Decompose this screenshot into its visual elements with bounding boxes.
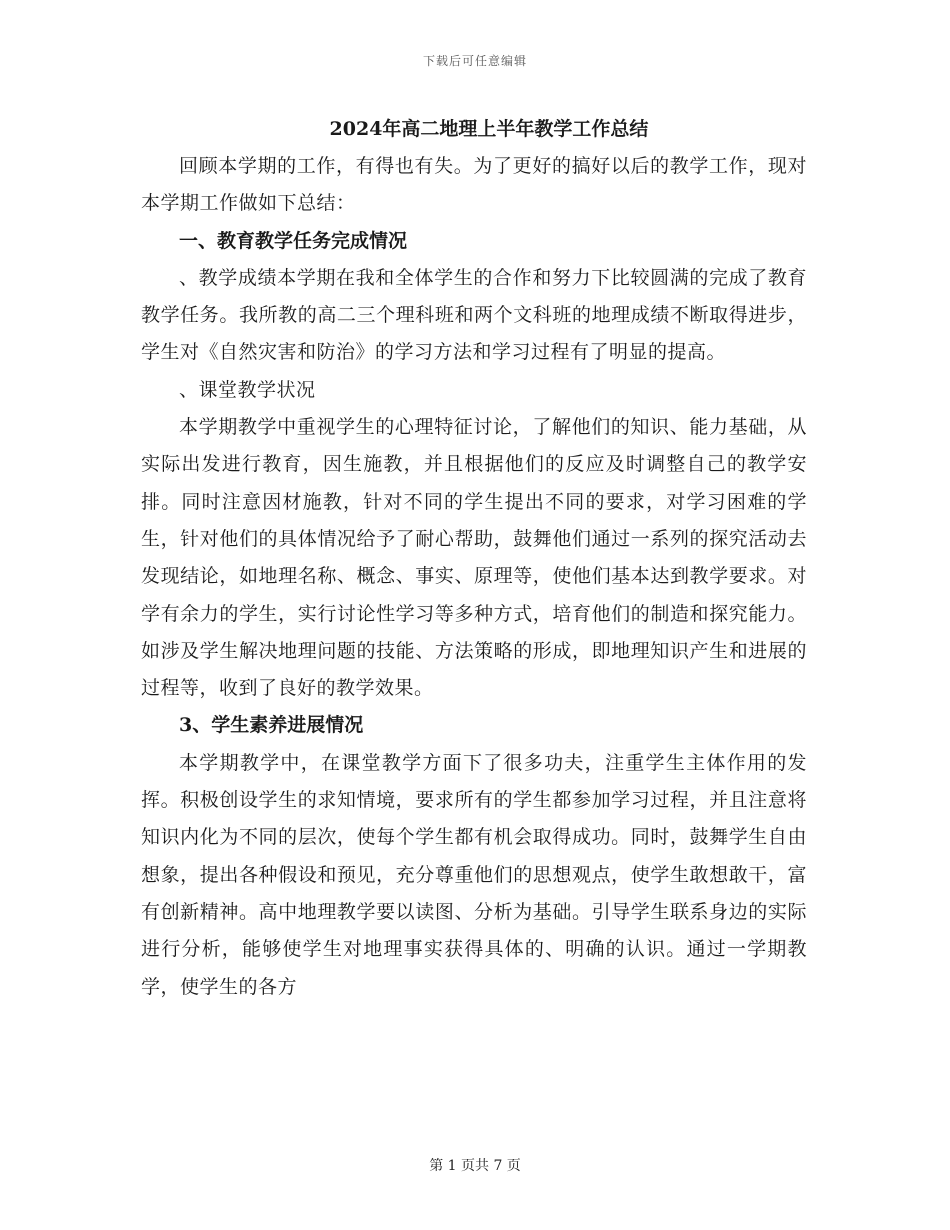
document-title: 2024年高二地理上半年教学工作总结 (329, 118, 649, 140)
paragraph-classroom-teaching: 本学期教学中重视学生的心理特征讨论，了解他们的知识、能力基础，从实际出发进行教育，因生施教，并且根据他们的反应及时调整自己的教学安排。同时注意因材施教，针对不同的学生提出不同的要求，对学习困难的学生，针对他们的具体情况给予了耐心帮助，鼓舞他们通过一系列的探究活动去发现结论，如地理名称、概念、事实、原理等，使他们基本达到教学要求。对学有余力的学生，实行讨论性学习等多种方式，培育他们的制造和探究能力。如涉及学生解决地理问题的技能、方法策略的形成，即地理知识产生和进展的过程等，收到了良好的教学效果。 (141, 416, 807, 700)
section-heading-1: 一、教育教学任务完成情况 (179, 229, 408, 252)
intro-paragraph: 回顾本学期的工作，有得也有失。为了更好的搞好以后的教学工作，现对本学期工作做如下总结： (141, 155, 807, 215)
paragraph-teaching-results: 、教学成绩本学期在我和全体学生的合作和努力下比较圆满的完成了教育教学任务。我所教的高二三个理科班和两个文科班的地理成绩不断取得进步，学生对《自然灾害和防治》的学习方法和学习过程有了明显的提高。 (141, 266, 807, 364)
paragraph-classroom-subheading: 、课堂教学状况 (179, 378, 316, 401)
section-heading-3: 3、学生素养进展情况 (179, 714, 364, 737)
document-body (141, 114, 807, 1006)
paragraph-student-quality: 本学期教学中，在课堂教学方面下了很多功夫，注重学生主体作用的发挥。积极创设学生的求知情境，要求所有的学生都参加学习过程，并且注意将知识内化为不同的层次，使每个学生都有机会取得成功。同时，鼓舞学生自由想象，提出各种假设和预见，充分尊重他们的思想观点，使学生敢想敢干，富有创新精神。高中地理教学要以读图、分析为基础。引导学生联系身边的实际进行分析，能够使学生对地理事实获得具体的、明确的认识。通过一学期教学，使学生的各方 (141, 751, 807, 998)
header-note: 下载后可任意编辑 (422, 54, 527, 68)
page-footer: 第 1 页共 7 页 (429, 1158, 521, 1174)
